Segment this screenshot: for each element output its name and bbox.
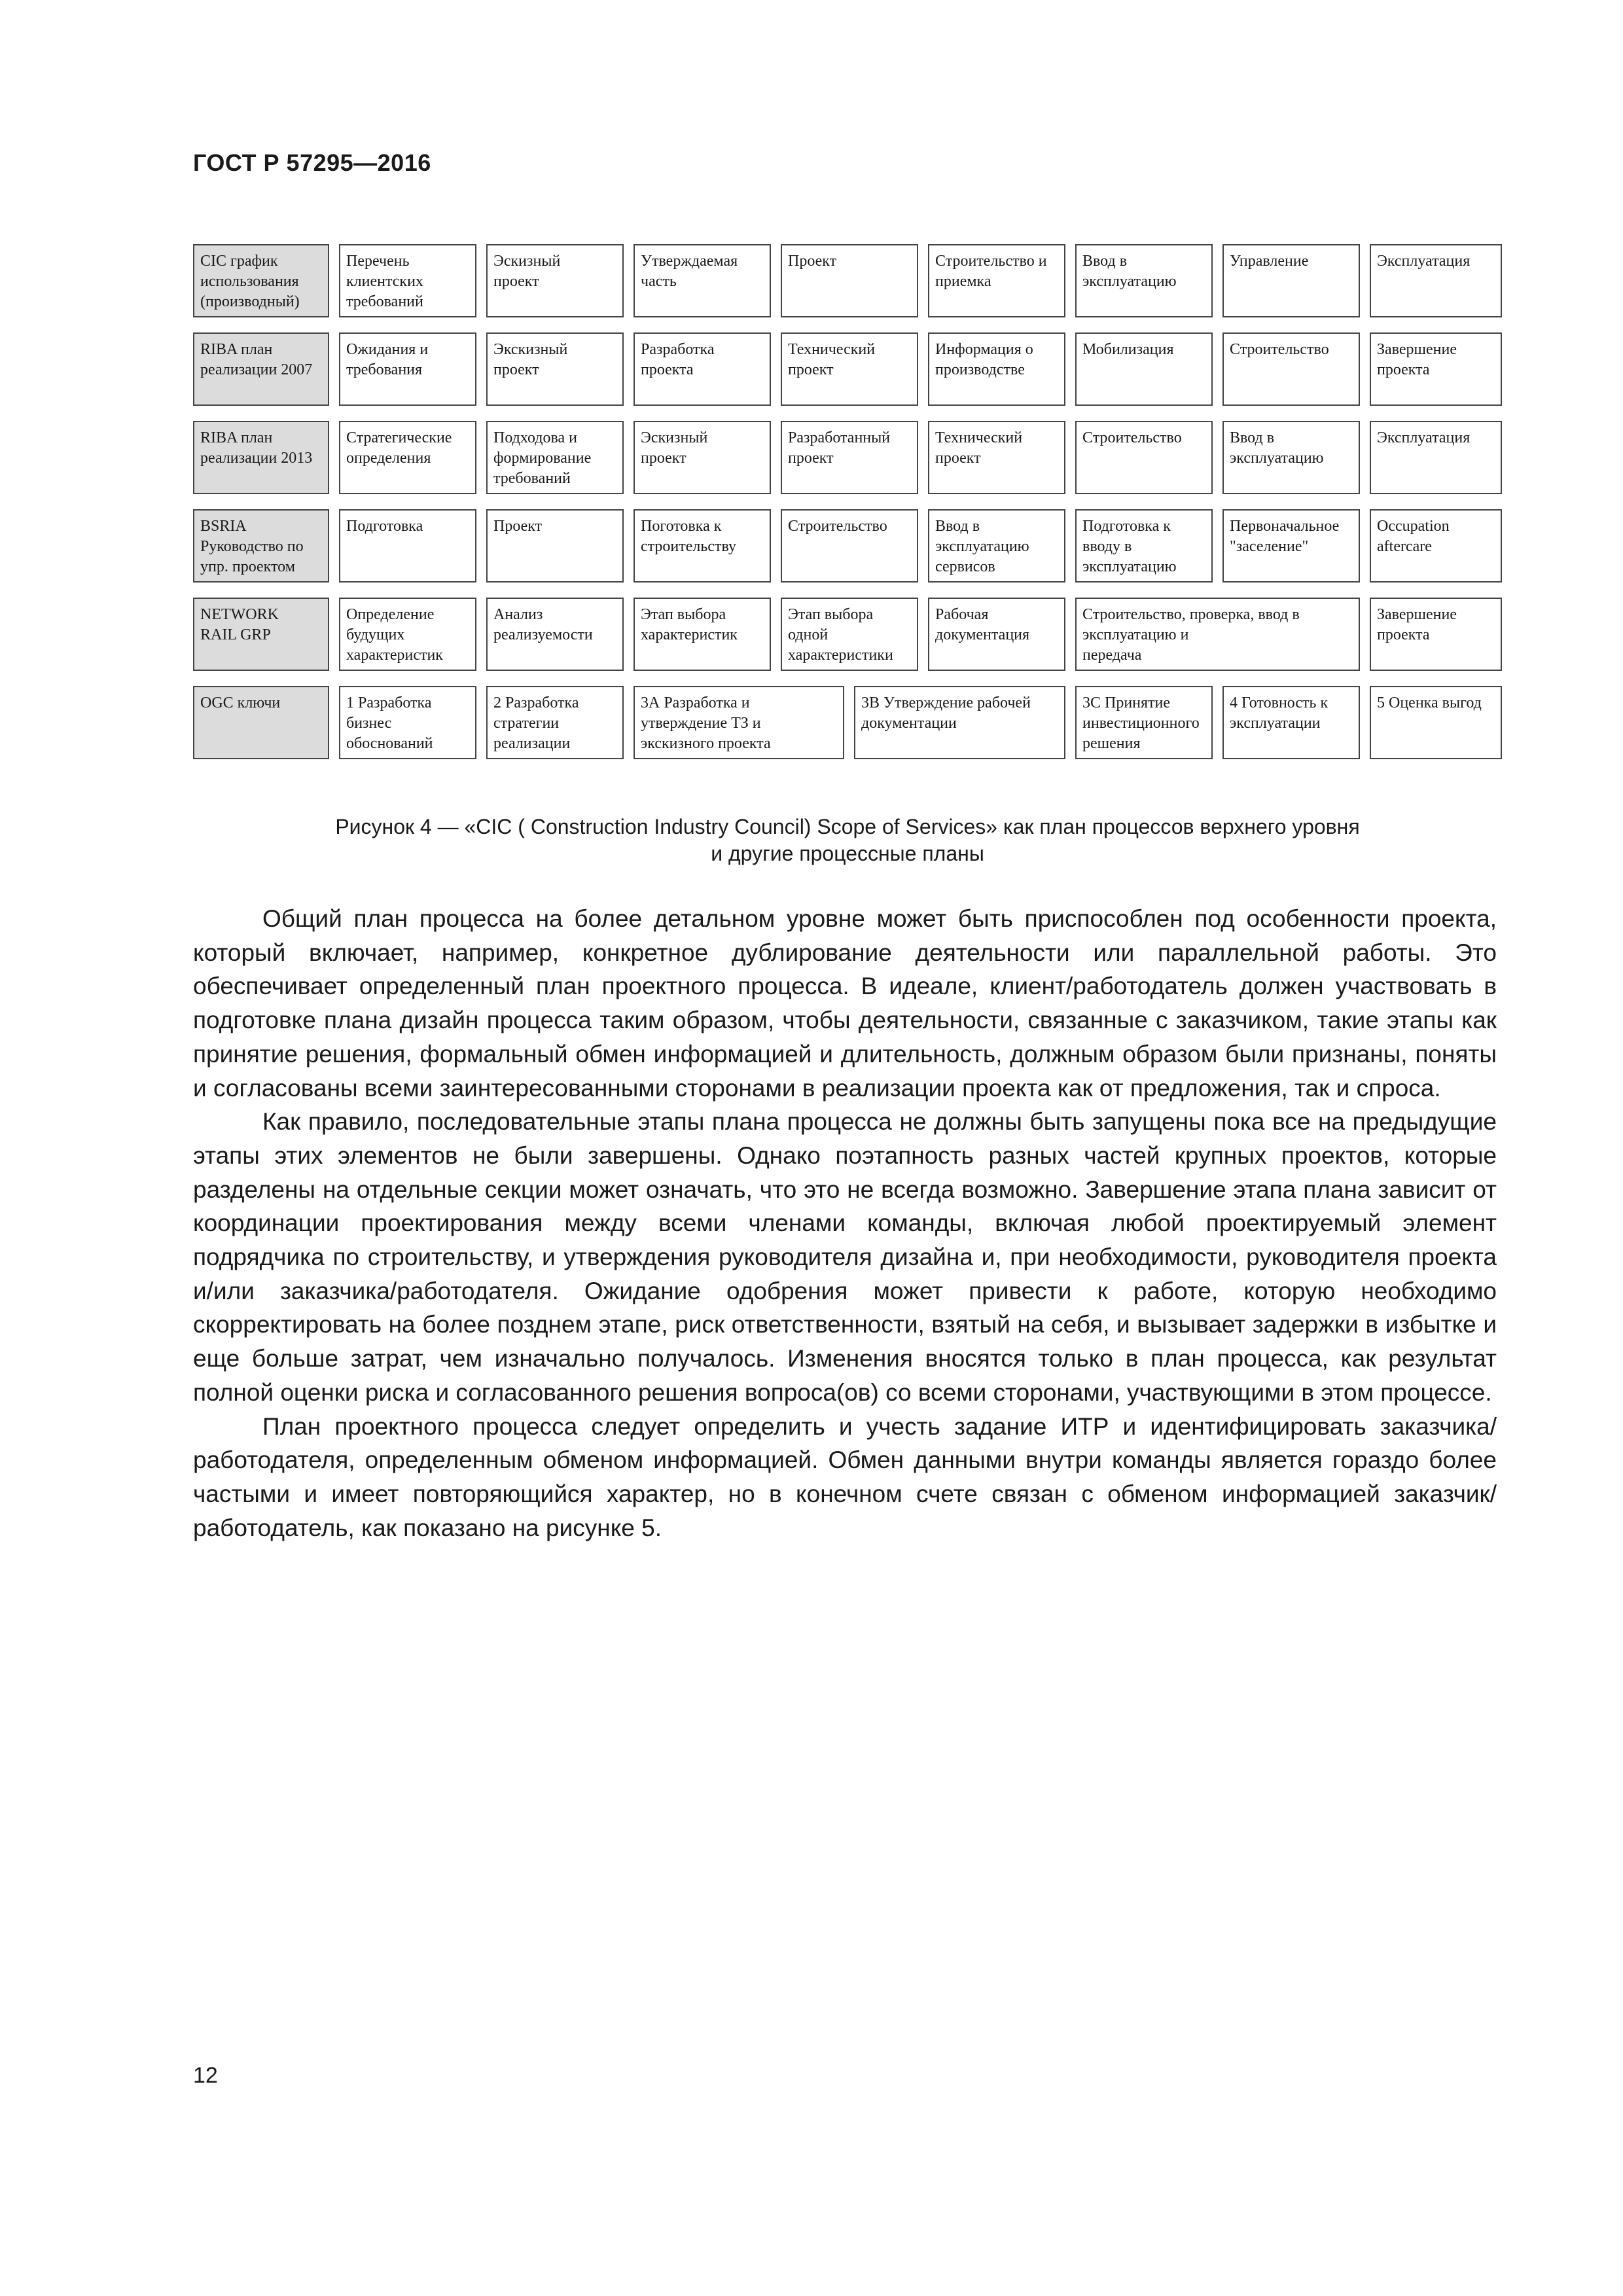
stage-cell: Строительство и приемка — [928, 244, 1065, 317]
paragraph: Как правило, последовательные этапы плана процесса не должны быть запущены пока все на предыдущие этапы этих элементов не были завершены. Однако поэтапность разных частей крупных проектов, которые разделены на отдельные секции может означать, что это не всегда возможно. Завершение этапа плана зависит от координации проектирования между всеми членами команды, включая любой проектируемый элемент подрядчика по строительству, и утверждения руководителя дизайна и, при необходимости, руководителя проекта и/или заказчика/работодателя. Ожидание одобрения может привести к работе, которую необходимо скорректировать на более позднем этапе, риск ответственности, взятый на себя, и вызывает задержки в избытке и еще больше затрат, чем изначально получалось. Изменения вносятся только в план процесса, как результат полной оценки риска и согласованного решения вопроса(ов) со всеми сторонами, участвующими в этом процессе. — [193, 1108, 1497, 1406]
stage-cell: Рабочая документация — [928, 598, 1065, 671]
stage-cell: Экскизный проект — [486, 332, 624, 406]
body-text — [193, 902, 1497, 1545]
stage-cell: Поготовка к строительству — [633, 509, 771, 583]
stage-cell: Информация о производстве — [928, 332, 1065, 406]
stage-cell: Технический проект — [928, 421, 1065, 494]
stage-cell: Проект — [781, 244, 918, 317]
stage-cell: Проект — [486, 509, 624, 583]
process-plans-figure — [193, 244, 1502, 761]
stage-cell: Подходова и формирование требований — [486, 421, 624, 494]
stage-cell: Анализ реализуемости — [486, 598, 624, 671]
stage-cell: Ввод в эксплуатацию — [1075, 244, 1213, 317]
stage-cell: Строительство, проверка, ввод в эксплуатацию и передача — [1075, 598, 1360, 671]
stage-cell: Эксплуатация — [1370, 421, 1502, 494]
paragraph: План проектного процесса следует определить и учесть задание ИТР и идентифицировать заказчика/работодателя, определенным обменом информацией. Обмен данными внутри команды является гораздо более частыми и имеет повторяющийся характер, но в конечном счете связан с обменом информацией заказчик/работодатель, как показано на рисунке 5. — [193, 1412, 1497, 1541]
row-label: RIBA план реализации 2007 — [193, 332, 329, 406]
stage-cell: Этап выбора характеристик — [633, 598, 771, 671]
stage-cell: Завершение проекта — [1370, 332, 1502, 406]
stage-cell: Управление — [1222, 244, 1360, 317]
stage-cell: 2 Разработка стратегии реализации — [486, 686, 624, 759]
stage-cell: Эксплуатация — [1370, 244, 1502, 317]
stage-cell: Эскизный проект — [486, 244, 624, 317]
stage-cell: Подготовка — [339, 509, 476, 583]
stage-cell: 3В Утверждение рабочей документации — [854, 686, 1065, 759]
stage-cell: Перечень клиентских требований — [339, 244, 476, 317]
stage-cell: Определение будущих характеристик — [339, 598, 476, 671]
stage-cell: Эскизный проект — [633, 421, 771, 494]
stage-cell: Стратегические определения — [339, 421, 476, 494]
stage-cell: Ввод в эксплуатацию сервисов — [928, 509, 1065, 583]
paragraph: Общий план процесса на более детальном уровне может быть приспособлен под особенности проекта, который включает, например, конкретное дублирование деятельности или параллельной работы. Это обеспечивает определенный план проектного процесса. В идеале, клиент/работодатель должен участвовать в подготовке плана дизайн процесса таким образом, чтобы деятельности, связанные с заказчиком, такие этапы как принятие решения, формальный обмен информацией и длительность, должным образом были признаны, поняты и согласованы всеми заинтересованными сторонами в реализации проекта как от предложения, так и спроса. — [193, 905, 1497, 1102]
stage-cell: Ввод в эксплуатацию — [1222, 421, 1360, 494]
stage-cell: Строительство — [1075, 421, 1213, 494]
stage-cell: 3С Принятие инвестиционного решения — [1075, 686, 1213, 759]
figure-caption-line-2: и другие процессные планы — [711, 842, 984, 865]
stage-cell: Мобилизация — [1075, 332, 1213, 406]
stage-cell: 1 Разработка бизнес обоснований — [339, 686, 476, 759]
stage-cell: Строительство — [781, 509, 918, 583]
stage-cell: Ожидания и требования — [339, 332, 476, 406]
row-label: CIC график использования (производный) — [193, 244, 329, 317]
row-label: RIBA план реализации 2013 — [193, 421, 329, 494]
stage-cell: Первоначальное "заселение" — [1222, 509, 1360, 583]
stage-cell: 4 Готовность к эксплуатации — [1222, 686, 1360, 759]
stage-cell: 3А Разработка и утверждение ТЗ и экскизного проекта — [633, 686, 844, 759]
stage-cell: Occupation aftercare — [1370, 509, 1502, 583]
stage-cell: Утверждаемая часть — [633, 244, 771, 317]
row-label: BSRIA Руководство по упр. проектом — [193, 509, 329, 583]
page-number: 12 — [193, 2063, 218, 2088]
row-label: NETWORK RAIL GRP — [193, 598, 329, 671]
stage-cell: Этап выбора одной характеристики — [781, 598, 918, 671]
document-header: ГОСТ Р 57295—2016 — [193, 149, 431, 176]
stage-cell: Строительство — [1222, 332, 1360, 406]
stage-cell: Разработанный проект — [781, 421, 918, 494]
stage-cell: 5 Оценка выгод — [1370, 686, 1502, 759]
stage-cell: Разработка проекта — [633, 332, 771, 406]
figure-caption-line-1: Рисунок 4 — «CIC ( Construction Industry Council) Scope of Services» как план процессов верхнего уровня — [335, 815, 1360, 838]
stage-cell: Технический проект — [781, 332, 918, 406]
row-label: OGC ключи — [193, 686, 329, 759]
stage-cell: Завершение проекта — [1370, 598, 1502, 671]
figure-caption — [193, 814, 1502, 867]
stage-cell: Подготовка к вводу в эксплуатацию — [1075, 509, 1213, 583]
